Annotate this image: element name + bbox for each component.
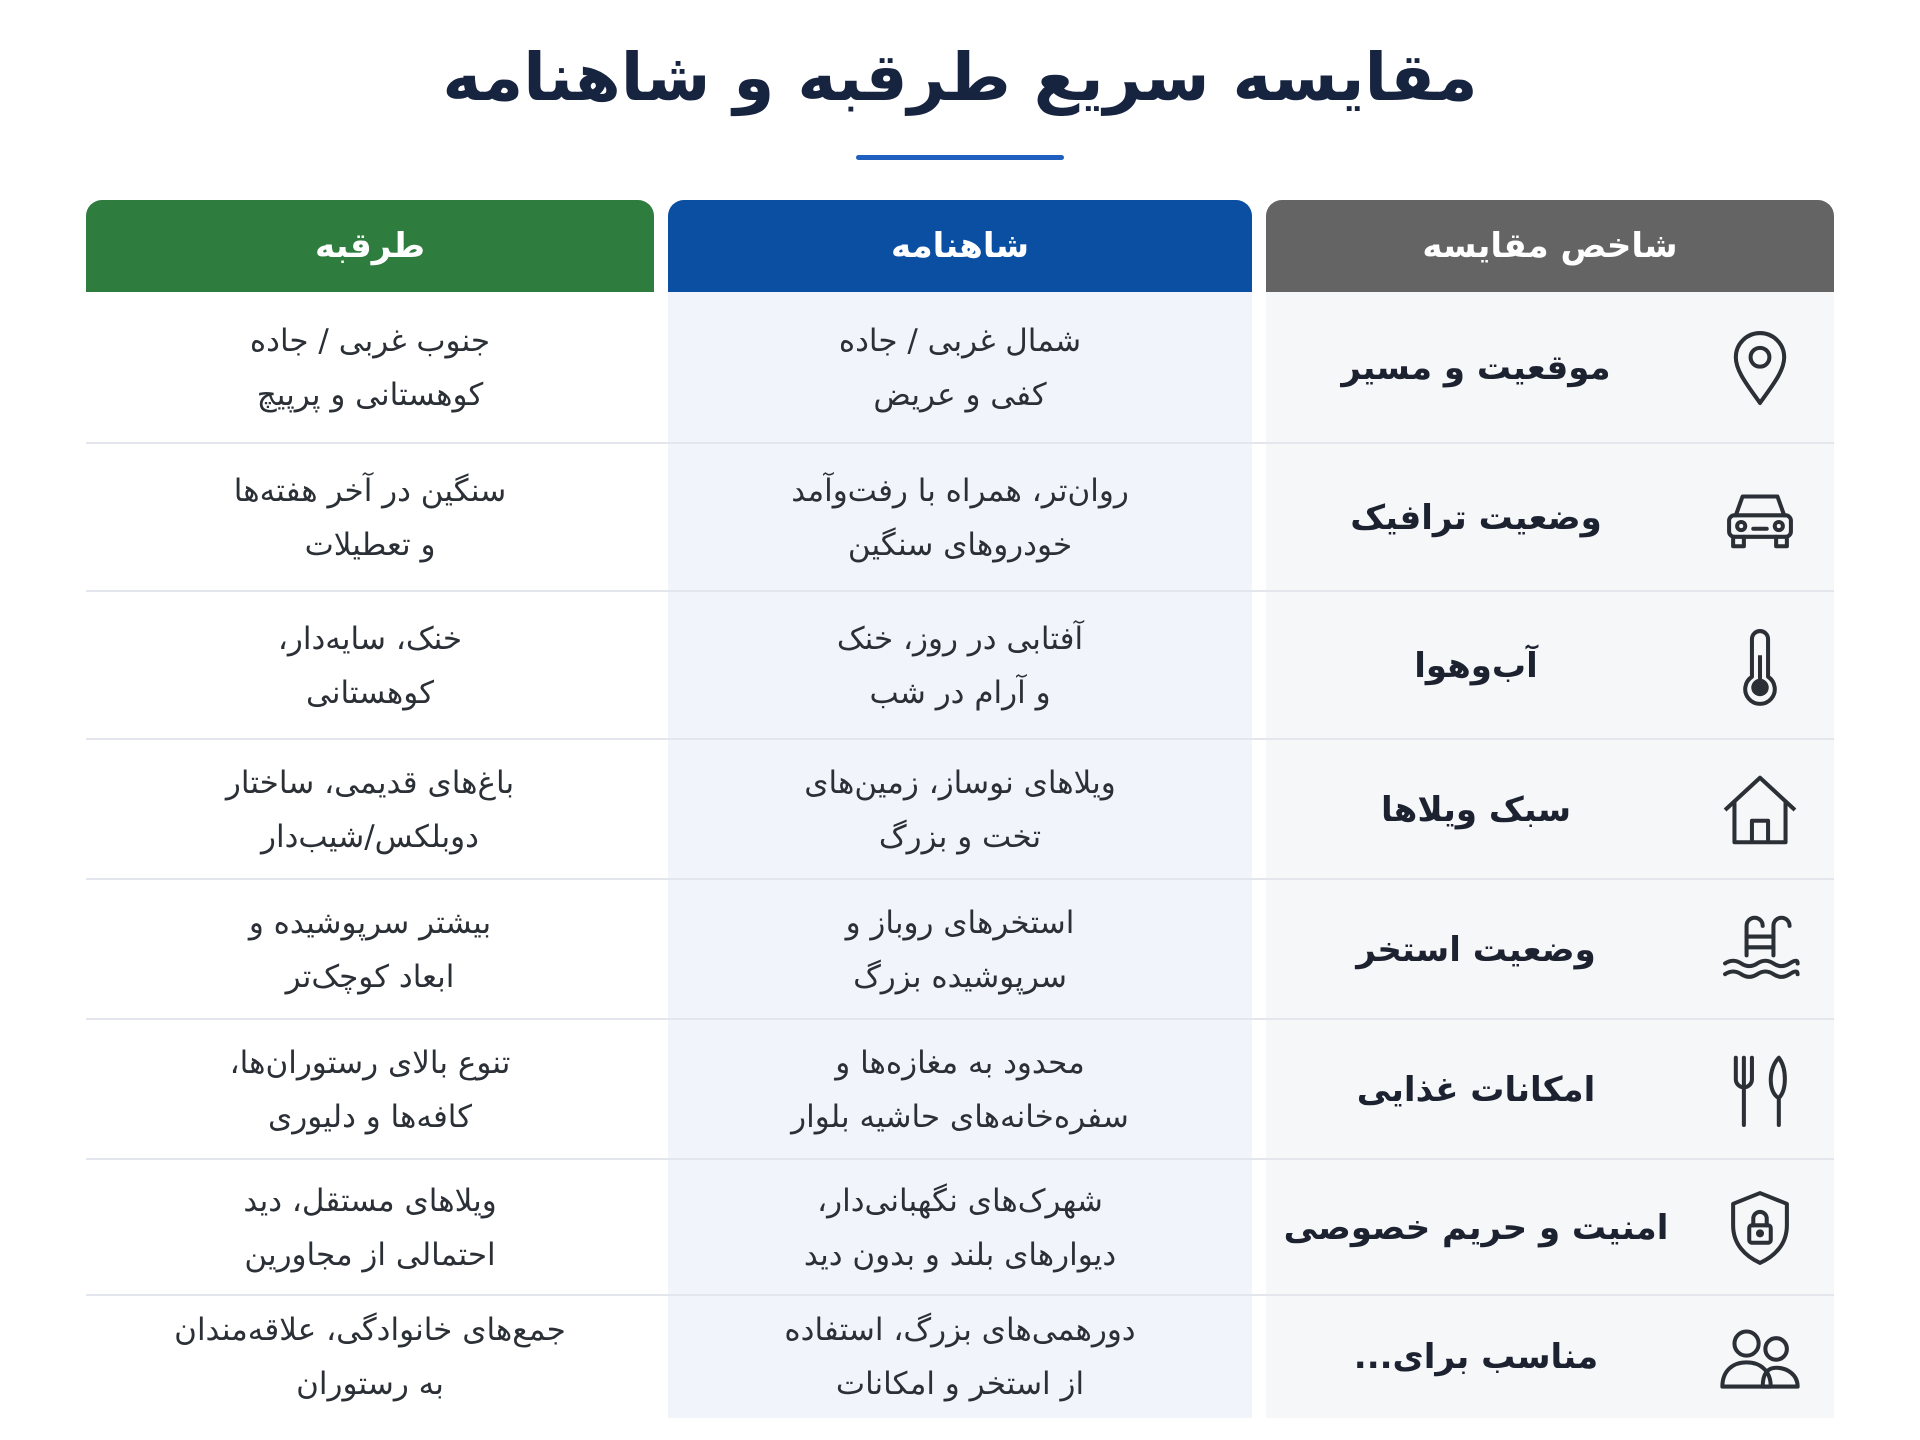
tarqabe-cell (86, 880, 654, 1020)
shield-lock-icon (1686, 1160, 1834, 1296)
table-row (86, 292, 1834, 444)
people-icon (1686, 1296, 1834, 1418)
header-shahname: شاهنامه (668, 200, 1252, 292)
row-label: آب‌وهوا (1414, 646, 1538, 686)
row-label: مناسب برای... (1353, 1337, 1599, 1377)
cell-line: محدود به مغازه‌ها و (835, 1045, 1085, 1081)
tarqabe-cell (86, 1296, 654, 1418)
shahname-cell (668, 1160, 1252, 1296)
table-row (86, 880, 1834, 1020)
cell-line: آفتابی در روز، خنک (836, 621, 1084, 657)
tarqabe-cell (86, 592, 654, 740)
header-metric: شاخص مقایسه (1266, 200, 1834, 292)
cell-line: کوهستانی و پرپیچ (256, 377, 484, 413)
tarqabe-cell (86, 740, 654, 880)
cell-line: ابعاد کوچک‌تر (285, 959, 455, 995)
cell-line: استخرهای روباز و (845, 905, 1075, 941)
row-label: امنیت و حریم خصوصی (1283, 1208, 1669, 1248)
cell-line: شمال غربی / جاده (838, 323, 1082, 359)
cell-line: ویلاهای نوساز، زمین‌های (804, 765, 1116, 801)
cell-line: باغ‌های قدیمی، ساختار (225, 765, 515, 801)
page-title: مقایسه سریع طرقبه و شاهنامه (442, 39, 1478, 116)
table-row (86, 1296, 1834, 1418)
car-icon (1686, 444, 1834, 592)
cell-line: کوهستانی (305, 675, 435, 711)
cell-line: دوبلکس/شیب‌دار (261, 819, 479, 855)
cell-line: سفره‌خانه‌های حاشیه بلوار (791, 1099, 1129, 1135)
tarqabe-cell (86, 292, 654, 444)
shahname-cell (668, 740, 1252, 880)
cell-line: تنوع بالای رستوران‌ها، (229, 1045, 511, 1081)
row-label: سبک ویلاها (1380, 790, 1572, 830)
row-label: موقعیت و مسیر (1341, 348, 1611, 388)
cell-line: احتمالی از مجاورین (244, 1237, 496, 1273)
shahname-cell (668, 1296, 1252, 1418)
comparison-table (86, 200, 1834, 1418)
cell-line: دورهمی‌های بزرگ، استفاده (784, 1312, 1136, 1348)
row-label: امکانات غذایی (1356, 1070, 1596, 1110)
cell-line: شهرک‌های نگهبانی‌دار، (817, 1183, 1103, 1219)
title-underline (856, 155, 1064, 160)
fork-knife-icon (1686, 1020, 1834, 1160)
cell-line: ویلاهای مستقل، دید (243, 1183, 497, 1219)
cell-line: کافه‌ها و دلیوری (268, 1099, 472, 1135)
cell-line: سنگین در آخر هفته‌ها (233, 473, 507, 509)
location-pin-icon (1686, 292, 1834, 444)
table-row (86, 592, 1834, 740)
cell-line: و تعطیلات (304, 527, 436, 563)
cell-line: سرپوشیده بزرگ (853, 959, 1067, 995)
tarqabe-cell (86, 444, 654, 592)
cell-line: خودروهای سنگین (847, 527, 1073, 563)
cell-line: روان‌تر، همراه با رفت‌وآمد (791, 473, 1129, 509)
house-icon (1686, 740, 1834, 880)
cell-line: جنوب غربی / جاده (249, 323, 491, 359)
tarqabe-cell (86, 1160, 654, 1296)
header-tarqabe: طرقبه (86, 200, 654, 292)
shahname-cell (668, 592, 1252, 740)
row-label: وضعیت استخر (1356, 930, 1596, 970)
cell-line: و آرام در شب (869, 675, 1051, 711)
cell-line: جمع‌های خانوادگی، علاقه‌مندان (174, 1312, 566, 1348)
tarqabe-cell (86, 1020, 654, 1160)
cell-line: به رستوران (296, 1366, 444, 1402)
cell-line: تخت و بزرگ (878, 819, 1042, 855)
cell-line: از استخر و امکانات (835, 1366, 1085, 1402)
pool-icon (1686, 880, 1834, 1020)
thermometer-icon (1686, 592, 1834, 740)
table-row (86, 1020, 1834, 1160)
row-label: وضعیت ترافیک (1350, 498, 1602, 538)
table-row (86, 740, 1834, 880)
table-row (86, 1160, 1834, 1296)
shahname-cell (668, 1020, 1252, 1160)
shahname-cell (668, 880, 1252, 1020)
cell-line: خنک، سایه‌دار، (277, 621, 463, 657)
cell-line: کفی و عریض (873, 377, 1047, 413)
shahname-cell (668, 292, 1252, 444)
table-row (86, 444, 1834, 592)
cell-line: دیوارهای بلند و بدون دید (803, 1237, 1117, 1273)
shahname-cell (668, 444, 1252, 592)
cell-line: بیشتر سرپوشیده و (248, 905, 492, 941)
